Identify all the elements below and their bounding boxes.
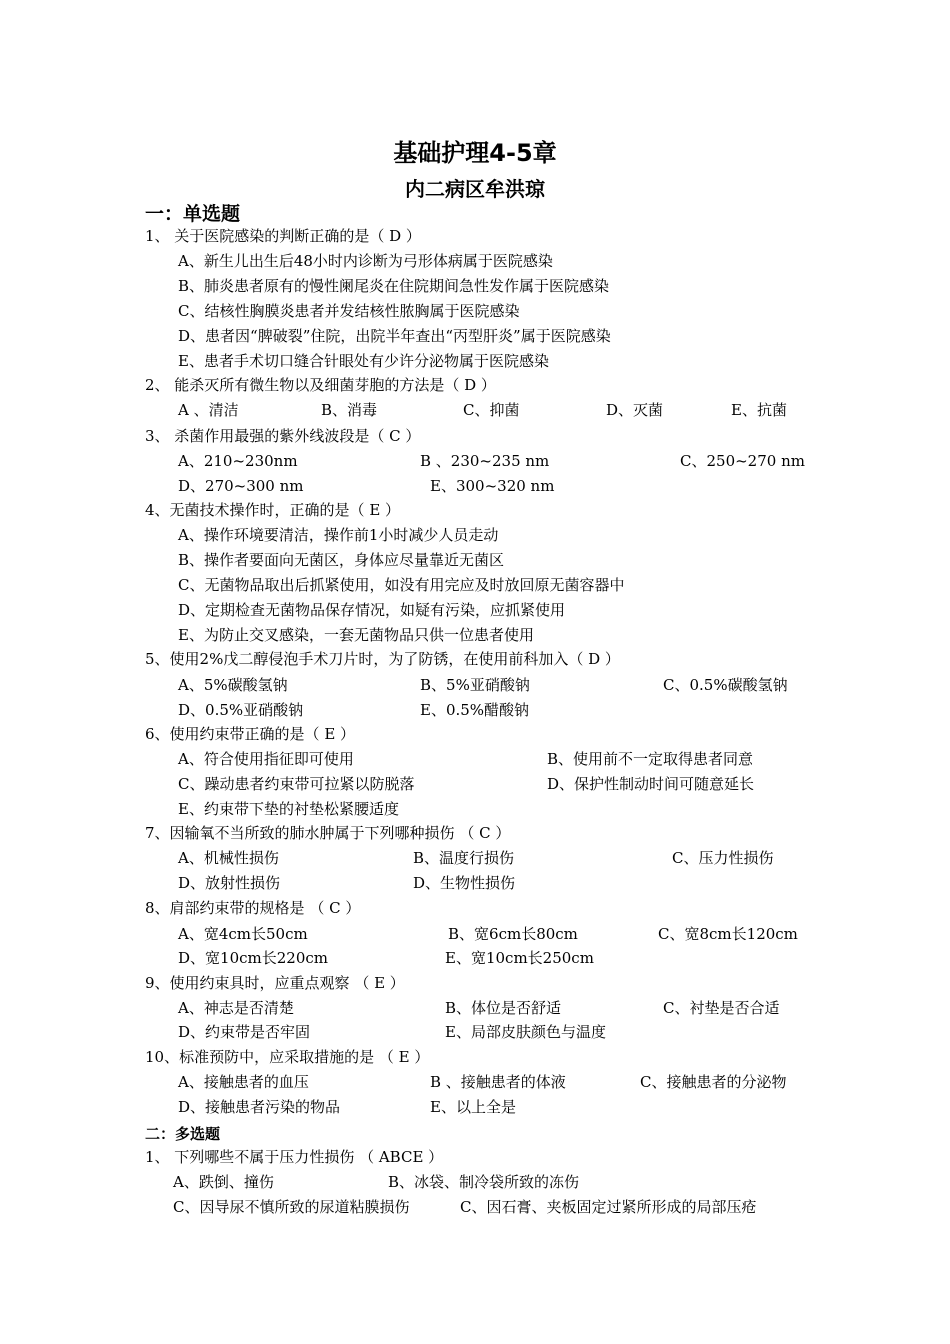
- question-stem: 6、使用约束带正确的是（ E ）: [145, 725, 356, 743]
- option-d: D、灭菌: [606, 401, 664, 419]
- section-heading-single: 一：单选题: [145, 203, 241, 225]
- option-b: B 、230~235 nm: [420, 452, 550, 470]
- option-e: E、局部皮肤颜色与温度: [445, 1023, 606, 1041]
- option-d: D、放射性损伤: [178, 874, 281, 892]
- option-a: A、宽4cm长50cm: [178, 925, 308, 943]
- option-a: A、新生儿出生后48小时内诊断为弓形体病属于医院感染: [178, 252, 553, 270]
- option-a: A、操作环境要清洁，操作前1小时减少人员走动: [178, 526, 499, 544]
- document-title: 基础护理4-5章: [393, 139, 557, 167]
- option-e: E、为防止交叉感染，一套无菌物品只供一位患者使用: [178, 626, 534, 644]
- question-stem: 7、因输氧不当所致的肺水肿属于下列哪种损伤 （ C ）: [145, 824, 511, 842]
- question-stem: 1、 关于医院感染的判断正确的是（ D ）: [145, 227, 421, 245]
- option-b: B、宽6cm长80cm: [448, 925, 578, 943]
- option-e: E、300~320 nm: [430, 477, 555, 495]
- option-e: E、患者手术切口缝合针眼处有少许分泌物属于医院感染: [178, 352, 549, 370]
- option-b: B、操作者要面向无菌区，身体应尽量靠近无菌区: [178, 551, 505, 569]
- option-c: C、抑菌: [463, 401, 520, 419]
- option-b: B、5%亚硝酸钠: [420, 676, 530, 694]
- question-stem: 4、无菌技术操作时，正确的是（ E ）: [145, 501, 401, 519]
- option-b: B、使用前不一定取得患者同意: [547, 750, 754, 768]
- option-c: C、无菌物品取出后抓紧使用，如没有用完应及时放回原无菌容器中: [178, 576, 625, 594]
- option-a: A、210~230nm: [178, 452, 298, 470]
- option-d: D、保护性制动时间可随意延长: [547, 775, 755, 793]
- option-e: E、宽10cm长250cm: [445, 949, 594, 967]
- option-a: A 、清洁: [178, 401, 239, 419]
- option-d: D、约束带是否牢固: [178, 1023, 311, 1041]
- option-c: C、结核性胸膜炎患者并发结核性脓胸属于医院感染: [178, 302, 520, 320]
- document-subtitle: 内二病区牟洪琼: [405, 177, 545, 201]
- question-stem: 1、 下列哪些不属于压力性损伤 （ ABCE ）: [145, 1148, 444, 1166]
- option-d: D、定期检查无菌物品保存情况，如疑有污染，应抓紧使用: [178, 601, 566, 619]
- option-d: D、接触患者污染的物品: [178, 1098, 341, 1116]
- question-stem: 10、标准预防中，应采取措施的是 （ E ）: [145, 1048, 430, 1066]
- question-stem: 8、肩部约束带的规格是 （ C ）: [145, 899, 361, 917]
- option-d: D、270~300 nm: [178, 477, 304, 495]
- option-e: E、以上全是: [430, 1098, 516, 1116]
- option-e: E、0.5%醋酸钠: [420, 701, 530, 719]
- option-c: C、宽8cm长120cm: [658, 925, 798, 943]
- option-c: C、因导尿不慎所致的尿道粘膜损伤: [173, 1198, 410, 1216]
- option-e: D、生物性损伤: [413, 874, 516, 892]
- option-b: B、温度行损伤: [413, 849, 515, 867]
- option-b: B、冰袋、制冷袋所致的冻伤: [388, 1173, 580, 1191]
- option-a: A、接触患者的血压: [178, 1073, 309, 1091]
- option-a: A、神志是否清楚: [178, 999, 294, 1017]
- option-b: B、体位是否舒适: [445, 999, 562, 1017]
- option-b: B、肺炎患者原有的慢性阑尾炎在住院期间急性发作属于医院感染: [178, 277, 610, 295]
- option-c: C、衬垫是否合适: [663, 999, 780, 1017]
- question-stem: 9、使用约束具时，应重点观察 （ E ）: [145, 974, 405, 992]
- option-e: E、约束带下垫的衬垫松紧腰适度: [178, 800, 399, 818]
- section-heading-multiple: 二：多选题: [145, 1125, 221, 1143]
- option-b: B 、接触患者的体液: [430, 1073, 566, 1091]
- option-d: D、患者因“脾破裂”住院，出院半年查出“丙型肝炎”属于医院感染: [178, 327, 611, 345]
- option-e: E、抗菌: [731, 401, 787, 419]
- option-c: C、压力性损伤: [672, 849, 774, 867]
- option-d: C、因石膏、夹板固定过紧所形成的局部压疮: [460, 1198, 757, 1216]
- option-c: C、躁动患者约束带可拉紧以防脱落: [178, 775, 415, 793]
- question-stem: 5、使用2%戊二醇侵泡手术刀片时，为了防锈，在使用前科加入（ D ）: [145, 650, 620, 668]
- option-a: A、机械性损伤: [178, 849, 279, 867]
- option-a: A、5%碳酸氢钠: [178, 676, 288, 694]
- option-a: A、跌倒、撞伤: [173, 1173, 274, 1191]
- question-stem: 2、 能杀灭所有微生物以及细菌芽胞的方法是（ D ）: [145, 376, 496, 394]
- option-b: B、消毒: [321, 401, 378, 419]
- option-d: D、0.5%亚硝酸钠: [178, 701, 304, 719]
- option-c: C、接触患者的分泌物: [640, 1073, 787, 1091]
- option-d: D、宽10cm长220cm: [178, 949, 328, 967]
- option-a: A、符合使用指征即可使用: [178, 750, 354, 768]
- option-c: C、250~270 nm: [680, 452, 805, 470]
- option-c: C、0.5%碳酸氢钠: [663, 676, 788, 694]
- question-stem: 3、 杀菌作用最强的紫外线波段是（ C ）: [145, 427, 421, 445]
